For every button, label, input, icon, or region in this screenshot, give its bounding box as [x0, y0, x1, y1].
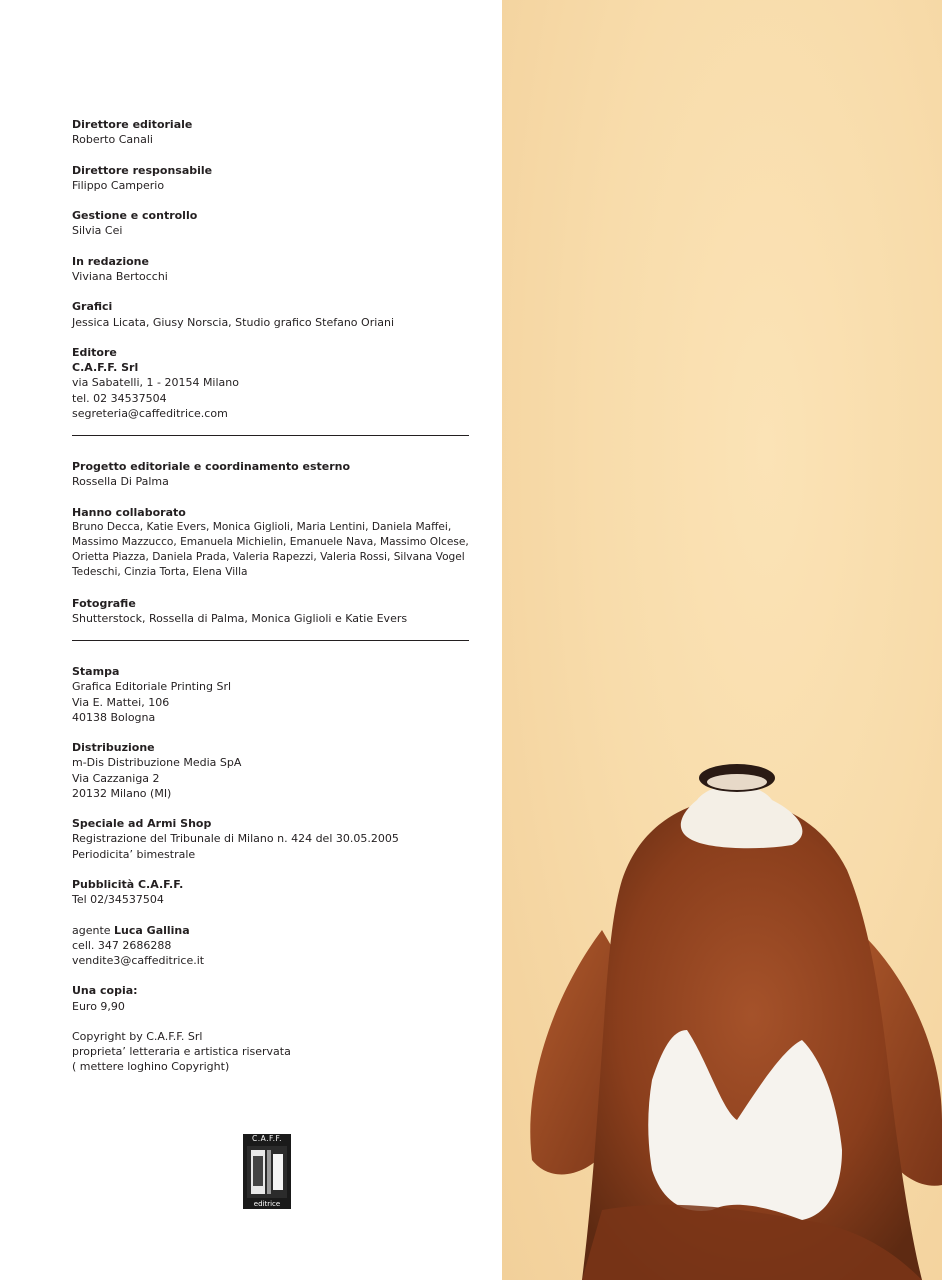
direttore-responsabile-value: Filippo Camperio	[72, 178, 165, 192]
collaborato-block	[72, 505, 472, 581]
editore-tel: tel. 02 34537504	[72, 391, 167, 405]
progetto-block	[72, 459, 472, 489]
editore-block	[72, 345, 472, 421]
agente-prefix: agente	[72, 923, 115, 937]
distribuzione-line: m-Dis Distribuzione Media SpA	[72, 756, 242, 770]
fotografie-label: Fotografie	[72, 596, 136, 610]
distribuzione-line: 20132 Milano (MI)	[72, 786, 172, 800]
editore-company: C.A.F.F. Srl	[72, 361, 139, 375]
fotografie-value: Shutterstock, Rossella di Palma, Monica Giglioli e Katie Evers	[72, 611, 408, 625]
direttore-editoriale-label: Direttore editoriale	[72, 118, 193, 131]
beagle-photo	[502, 0, 942, 1280]
collaborato-label: Hanno collaborato	[72, 505, 186, 519]
redazione-block	[72, 254, 472, 284]
editore-email: segreteria@caffeditrice.com	[72, 406, 228, 420]
copia-label: Una copia:	[72, 984, 138, 998]
caff-editrice-logo	[243, 1134, 291, 1209]
agente-email: vendite3@caffeditrice.it	[72, 953, 205, 967]
logo-emblem-icon	[247, 1146, 287, 1198]
gestione-label: Gestione e controllo	[72, 209, 198, 223]
direttore-responsabile-label: Direttore responsabile	[72, 163, 213, 177]
direttore-editoriale-value: Roberto Canali	[72, 133, 153, 147]
stampa-label: Stampa	[72, 665, 120, 679]
editore-address: via Sabatelli, 1 - 20154 Milano	[72, 376, 239, 390]
agente-block	[72, 923, 472, 969]
copyright-line: proprieta’ letteraria e artistica riservata	[72, 1045, 291, 1059]
beagle-illustration	[502, 0, 942, 1280]
editore-label: Editore	[72, 345, 117, 359]
copyright-line: Copyright by C.A.F.F. Srl	[72, 1029, 203, 1043]
collaborato-value: Bruno Decca, Katie Evers, Monica Giglioli, Maria Lentini, Daniela Maffei, Massimo Mazzucco, Emanuela Michielin, Emanuele Nava, Massimo Olcese, Orietta Piazza, Daniela Prada, Valeria Rapezzi, Valeria Rossi, Silvana Vogel Tedeschi, Cinzia Torta, Elena Villa	[72, 520, 469, 579]
colophon	[72, 117, 472, 1090]
direttore-editoriale-block	[72, 117, 472, 147]
redazione-label: In redazione	[72, 254, 149, 268]
agente-name: Luca Gallina	[114, 923, 190, 937]
progetto-value: Rossella Di Palma	[72, 475, 169, 489]
speciale-line: Registrazione del Tribunale di Milano n. 424 del 30.05.2005	[72, 832, 399, 846]
copia-value: Euro 9,90	[72, 999, 125, 1013]
pubblicita-block	[72, 877, 472, 907]
copia-block	[72, 983, 472, 1013]
stampa-line: Grafica Editoriale Printing Srl	[72, 680, 232, 694]
logo-bottom-text: editrice	[253, 1200, 281, 1208]
speciale-block	[72, 816, 472, 862]
divider	[72, 640, 469, 641]
agente-cell: cell. 347 2686288	[72, 938, 172, 952]
progetto-label: Progetto editoriale e coordinamento esterno	[72, 459, 351, 473]
redazione-value: Viviana Bertocchi	[72, 269, 168, 283]
distribuzione-block	[72, 740, 472, 801]
direttore-responsabile-block	[72, 163, 472, 193]
gestione-value: Silvia Cei	[72, 224, 123, 238]
pubblicita-value: Tel 02/34537504	[72, 893, 164, 907]
stampa-block	[72, 664, 472, 725]
gestione-block	[72, 208, 472, 238]
grafici-label: Grafici	[72, 300, 113, 314]
speciale-line: Periodicita’ bimestrale	[72, 847, 196, 861]
logo-top-text: C.A.F.F.	[252, 1134, 282, 1143]
pubblicita-label: Pubblicità C.A.F.F.	[72, 877, 184, 891]
speciale-label: Speciale ad Armi Shop	[72, 817, 212, 831]
stampa-line: 40138 Bologna	[72, 710, 156, 724]
distribuzione-label: Distribuzione	[72, 741, 155, 755]
fotografie-block	[72, 596, 472, 626]
divider	[72, 435, 469, 436]
agente-line	[72, 923, 472, 938]
stampa-line: Via E. Mattei, 106	[72, 695, 170, 709]
grafici-block	[72, 299, 472, 329]
copyright-block	[72, 1029, 472, 1075]
grafici-value: Jessica Licata, Giusy Norscia, Studio grafico Stefano Oriani	[72, 315, 395, 329]
copyright-line: ( mettere loghino Copyright)	[72, 1060, 230, 1074]
distribuzione-line: Via Cazzaniga 2	[72, 771, 160, 785]
